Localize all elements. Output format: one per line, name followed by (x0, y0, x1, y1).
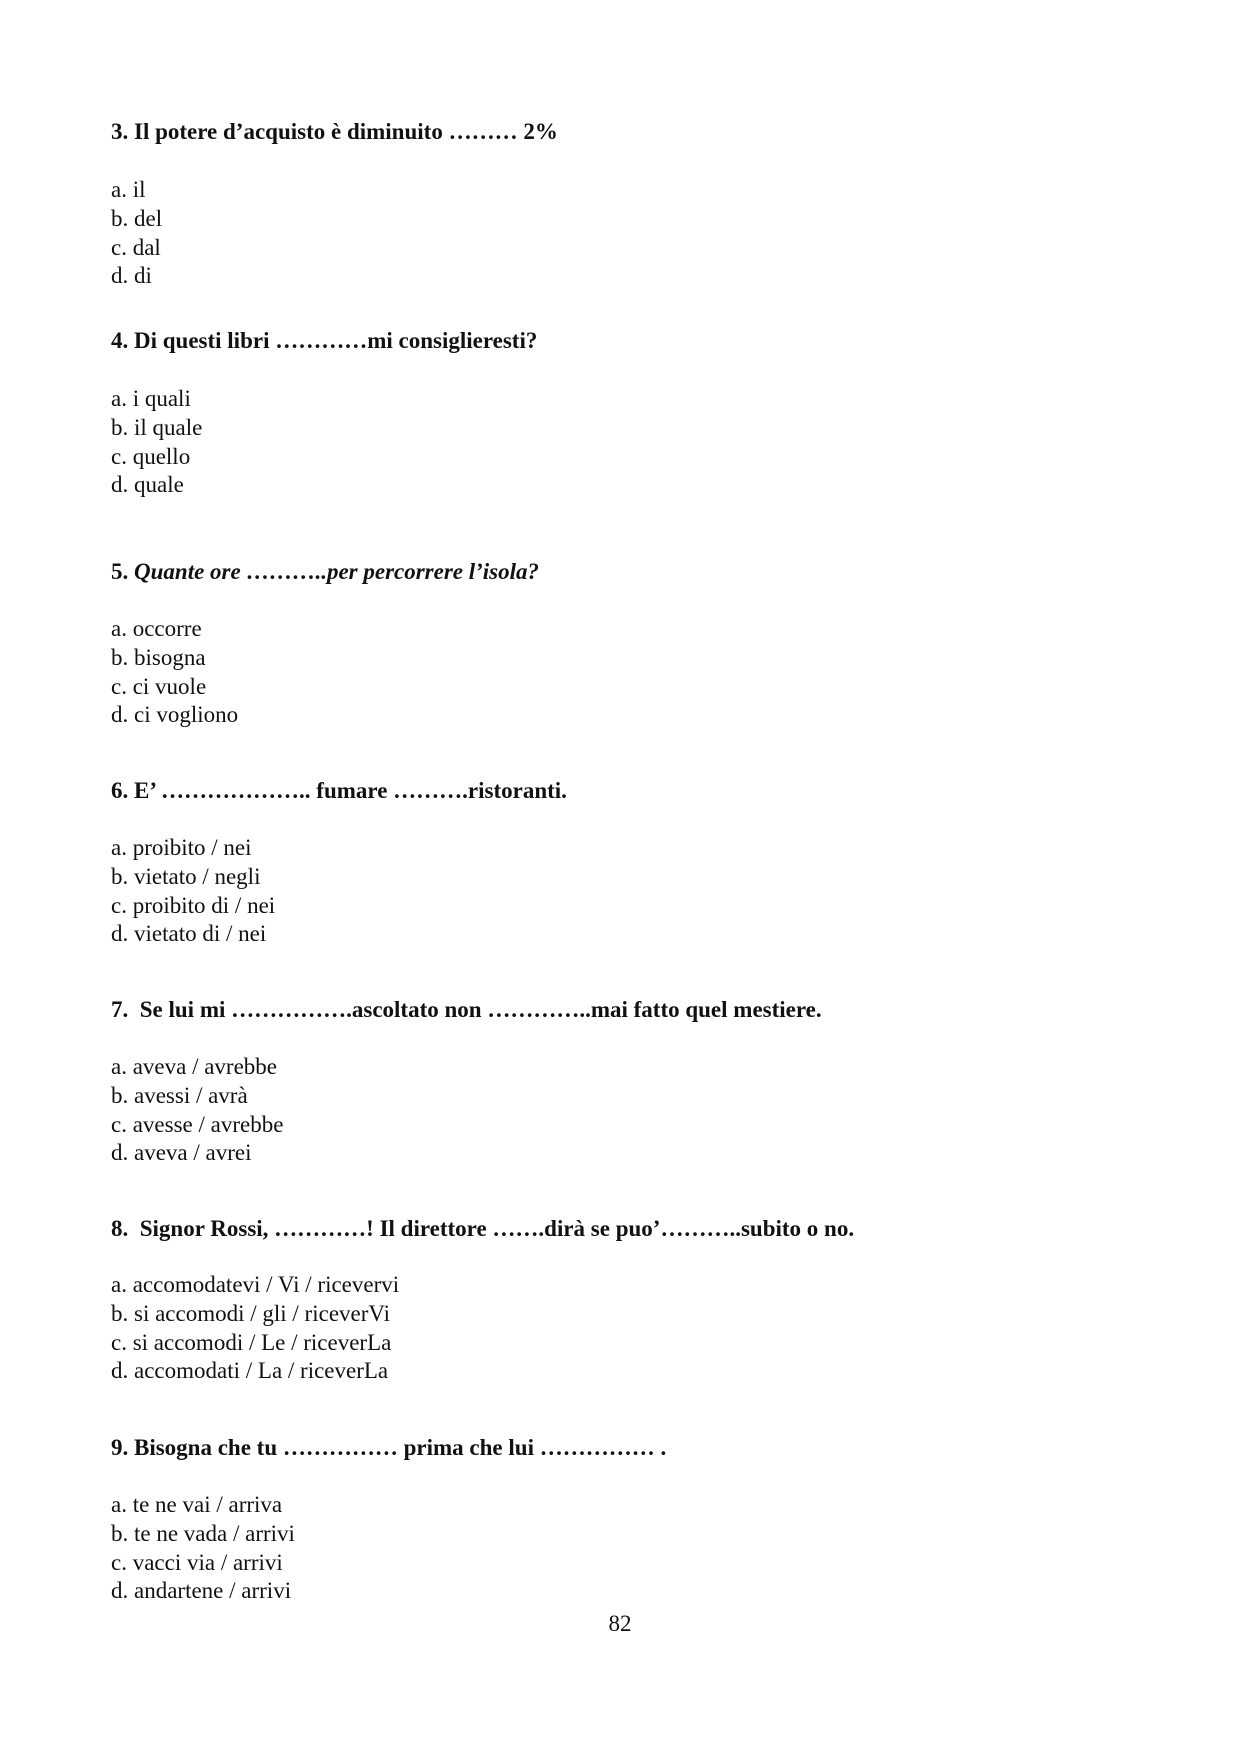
option-c: c. quello (111, 443, 191, 469)
options-list-8 (111, 1271, 399, 1386)
option-a: a. i quali (111, 386, 191, 411)
option-c: c. proibito di / nei (111, 892, 276, 918)
question-text: Il potere d’acquisto è diminuito ……… 2% (134, 119, 558, 144)
option-d: d. di (111, 263, 152, 289)
option-c: c. ci vuole (111, 673, 207, 699)
question-8 (111, 1215, 1151, 1243)
option-d: d. quale (111, 472, 184, 498)
question-text: Di questi libri …………mi consiglieresti? (134, 328, 538, 353)
option-a: a. occorre (111, 616, 202, 641)
question-text: Bisogna che tu …………… prima che lui …………… . (134, 1435, 667, 1460)
option-b: b. avessi / avrà (111, 1082, 248, 1108)
options-list-5 (111, 615, 238, 730)
question-6 (111, 777, 1151, 805)
options-list-6 (111, 834, 275, 949)
option-a: a. accomodatevi / Vi / ricevervi (111, 1272, 400, 1297)
option-a: a. aveva / avrebbe (111, 1054, 278, 1079)
page-number: 82 (608, 1611, 632, 1636)
question-5 (111, 558, 1151, 586)
question-3 (111, 118, 1151, 146)
question-number: 8. (111, 1216, 129, 1241)
option-d: d. andartene / arrivi (111, 1578, 292, 1604)
options-list-3 (111, 176, 162, 291)
question-number: 5. (111, 559, 129, 584)
options-list-4 (111, 385, 202, 500)
options-list-9 (111, 1491, 295, 1606)
option-b: b. si accomodi / gli / riceverVi (111, 1300, 391, 1326)
option-d: d. ci vogliono (111, 702, 239, 728)
option-a: a. te ne vai / arriva (111, 1492, 283, 1517)
option-a: a. proibito / nei (111, 835, 252, 860)
question-text: E’ ……………….. fumare ……….ristoranti. (134, 778, 567, 803)
question-text: Quante ore ………..per percorrere l’isola? (134, 559, 540, 584)
option-c: c. si accomodi / Le / riceverLa (111, 1329, 392, 1355)
question-text: Se lui mi …………….ascoltato non …………..mai fatto quel mestiere. (134, 997, 822, 1022)
question-4 (111, 327, 1151, 355)
question-number: 7. (111, 997, 129, 1022)
options-list-7 (111, 1053, 283, 1168)
option-d: d. vietato di / nei (111, 921, 267, 947)
option-b: b. vietato / negli (111, 863, 261, 889)
option-c: c. vacci via / arrivi (111, 1549, 283, 1575)
option-d: d. accomodati / La / riceverLa (111, 1358, 389, 1384)
option-b: b. te ne vada / arrivi (111, 1520, 295, 1546)
option-a: a. il (111, 177, 146, 202)
question-text: Signor Rossi, …………! Il direttore …….dirà se puo’………..subito o no. (134, 1216, 855, 1241)
question-number: 4. (111, 328, 129, 353)
option-c: c. dal (111, 234, 161, 260)
option-b: b. il quale (111, 414, 203, 440)
option-b: b. del (111, 205, 163, 231)
option-d: d. aveva / avrei (111, 1140, 252, 1166)
question-number: 6. (111, 778, 129, 803)
option-c: c. avesse / avrebbe (111, 1111, 284, 1137)
question-number: 9. (111, 1435, 129, 1460)
question-7 (111, 996, 1151, 1024)
option-b: b. bisogna (111, 644, 206, 670)
question-9 (111, 1434, 1151, 1462)
question-number: 3. (111, 119, 129, 144)
